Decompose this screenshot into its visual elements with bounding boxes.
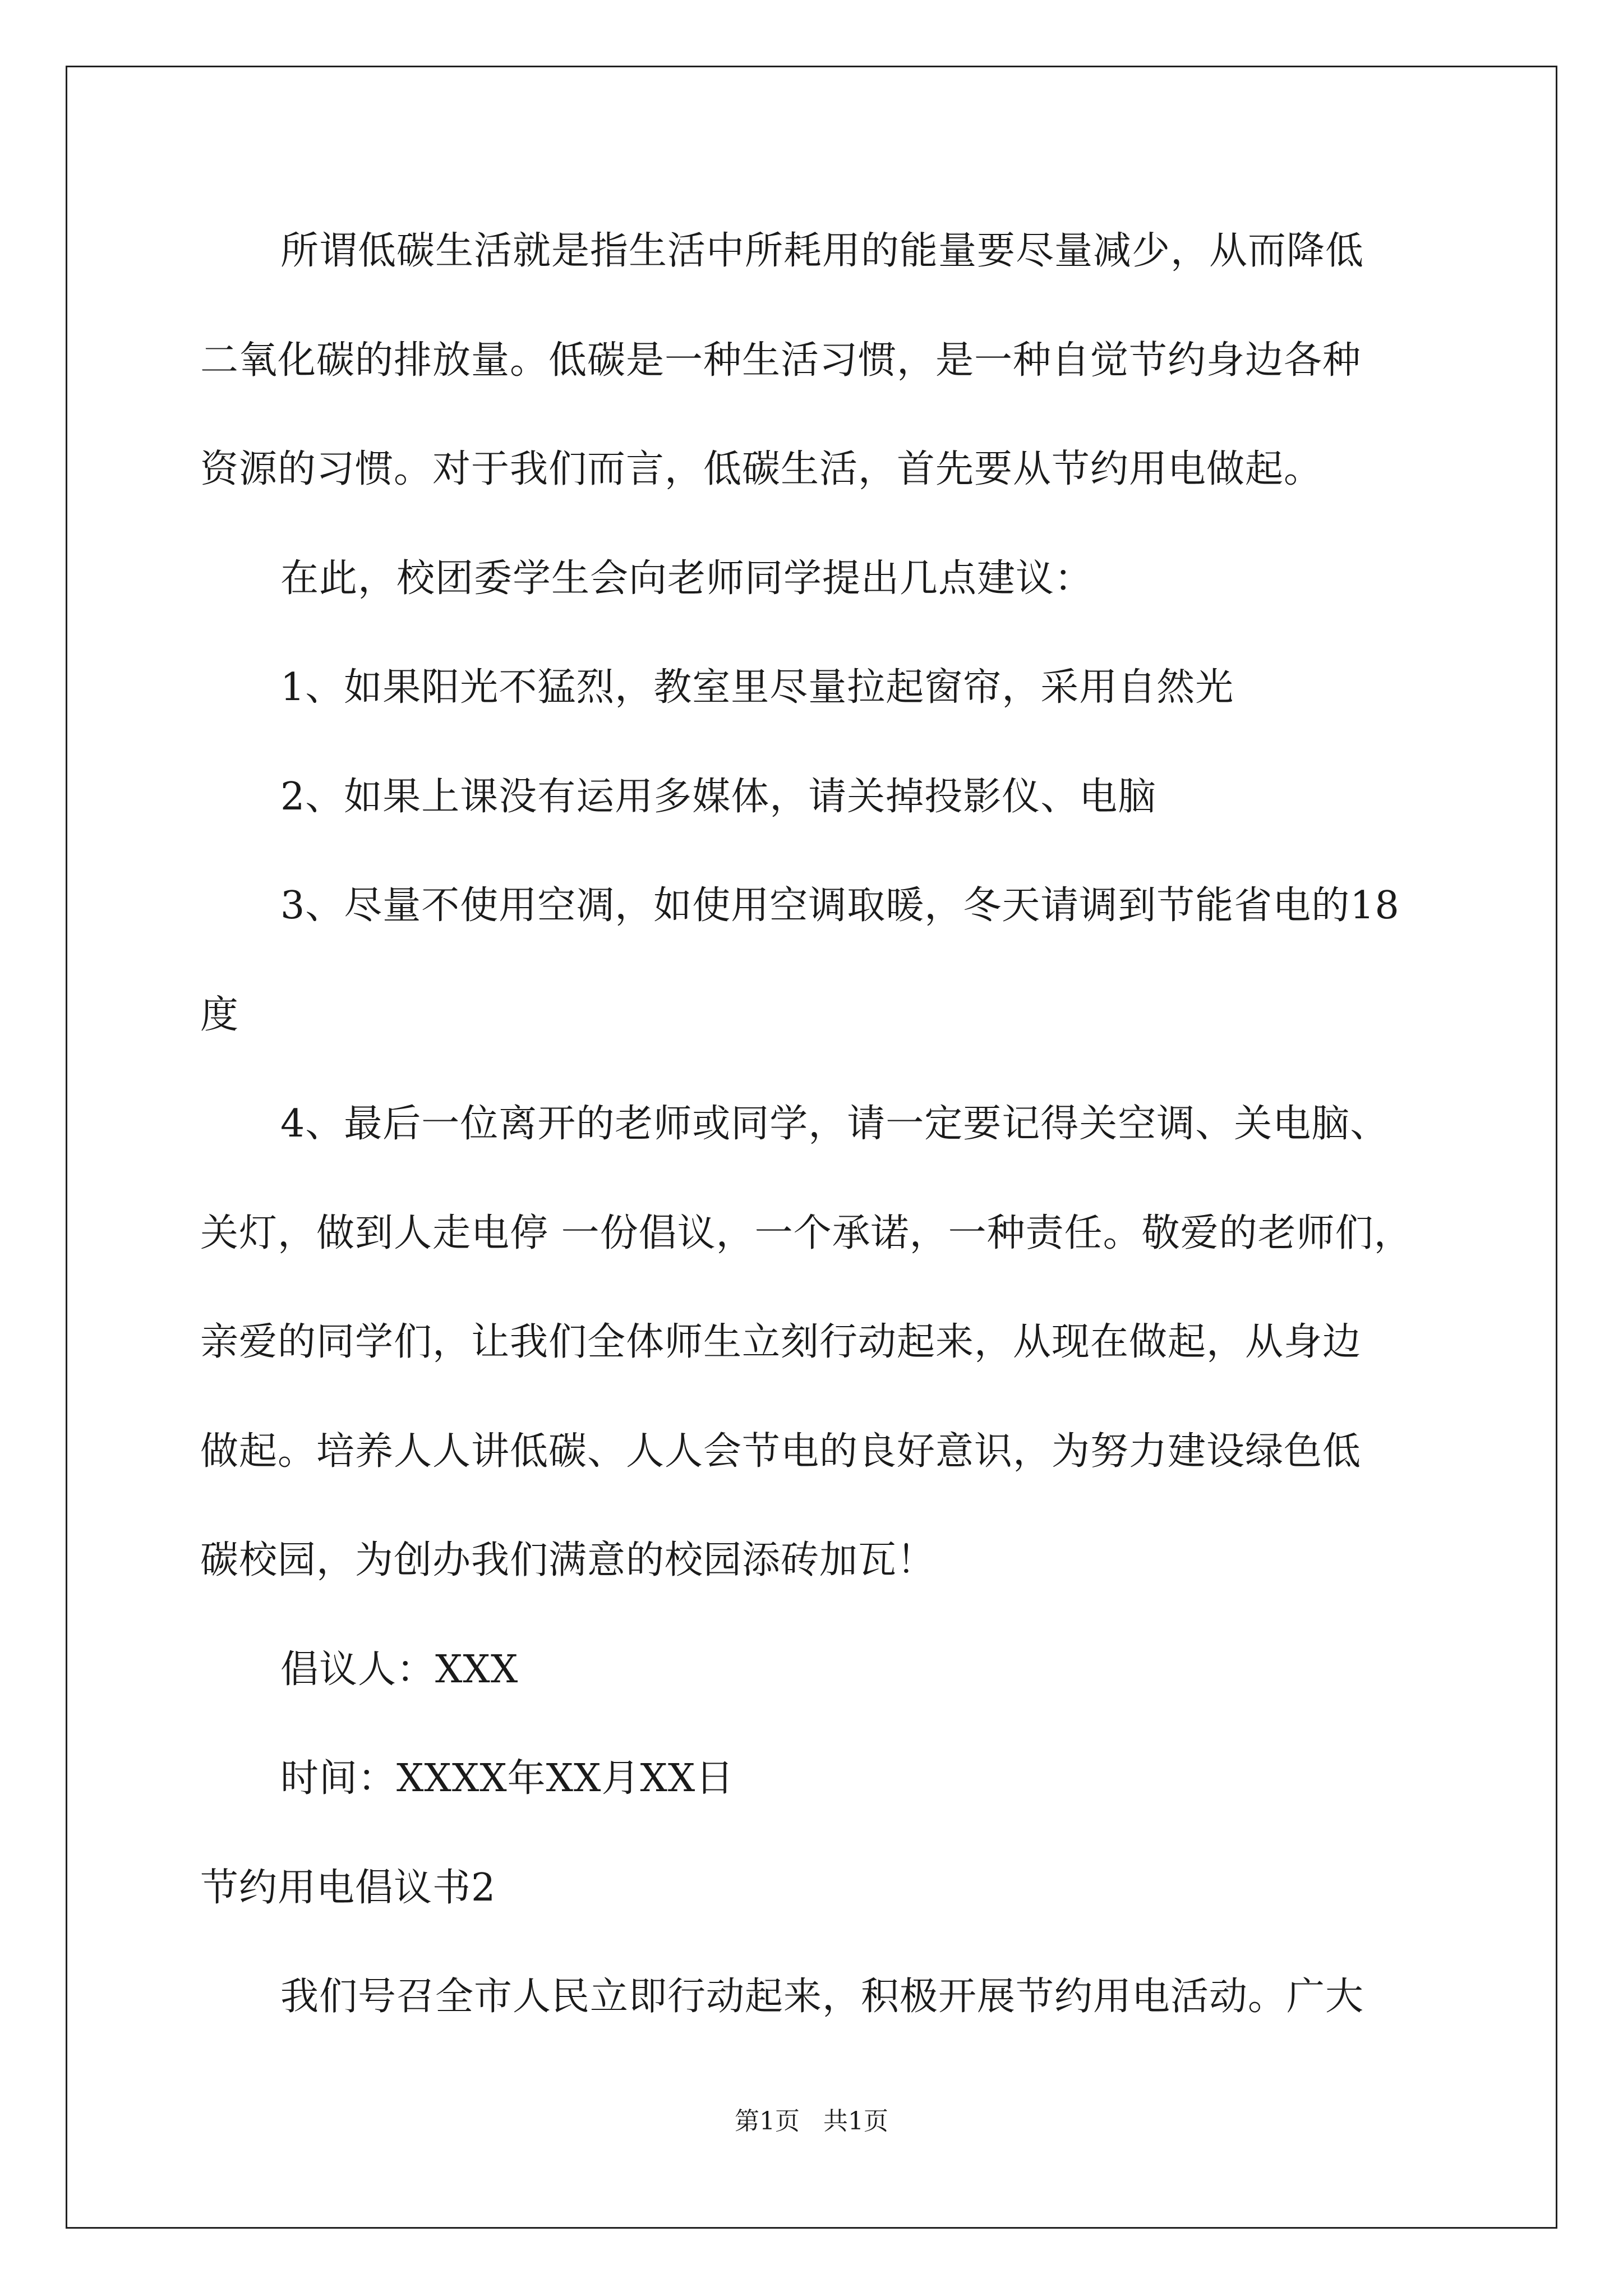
suggestion-2: 2、如果上课没有运用多媒体，请关掉投影仪、电脑 [280, 775, 1157, 819]
suggestion-4-line-2: 关灯，做到人走电停 一份倡议，一个承诺，一种责任。敬爱的老师们， [200, 1211, 1413, 1255]
next-paragraph-line-1: 我们号召全市人民立即行动起来，积极开展节约用电活动。广大 [280, 1975, 1364, 2019]
paragraph-1-line-2: 二氧化碳的排放量。低碳是一种生活习惯，是一种自觉节约身边各种 [200, 338, 1362, 383]
paragraph-1-line-1: 所谓低碳生活就是指生活中所耗用的能量要尽量减少，从而降低 [280, 229, 1364, 273]
suggestion-4-line-3: 亲爱的同学们，让我们全体师生立刻行动起来，从现在做起，从身边 [200, 1320, 1362, 1364]
suggestion-3-line-1: 3、尽量不使用空凋，如使用空调取暖，冬天请调到节能省电的18 [280, 884, 1400, 928]
paragraph-2-line-1: 在此，校团委学生会向老师同学提出几点建议： [280, 556, 1094, 601]
paragraph-1-line-3: 资源的习惯。对于我们而言，低碳生活，首先要从节约用电做起。 [200, 447, 1323, 491]
suggestion-1: 1、如果阳光不猛烈，教室里尽量拉起窗帘，采用自然光 [280, 665, 1234, 710]
suggestion-4-line-1: 4、最后一位离开的老师或同学，请一定要记得关空调、关电脑、 [280, 1102, 1389, 1146]
date-line: 时间：XXXX年XX月XX日 [280, 1756, 735, 1801]
suggestion-4-line-5: 碳校园，为创办我们满意的校园添砖加瓦！ [200, 1538, 936, 1582]
suggestion-4-line-4: 做起。培养人人讲低碳、人人会节电的良好意识，为努力建设绿色低 [200, 1429, 1362, 1474]
initiator-line: 倡议人：XXX [280, 1648, 519, 1692]
suggestion-3-line-2: 度 [200, 993, 239, 1037]
section-title: 节约用电倡议书2 [200, 1866, 496, 1910]
page-number-footer: 第1页 共1页 [735, 2107, 888, 2136]
